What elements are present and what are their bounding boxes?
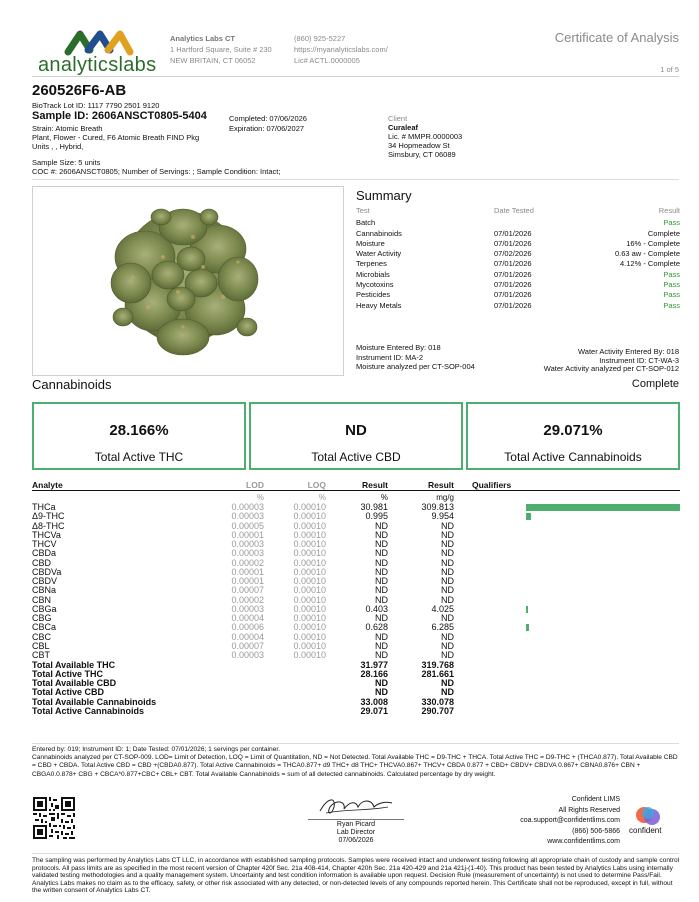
moisture-sop: Moisture analyzed per CT-SOP-004 [356,362,475,371]
total-row [32,707,680,716]
analyte-loq: 0.00010 [293,520,326,531]
analyte-result-mg: 4.025 [431,603,454,614]
analyte-lod: 0.00007 [231,640,264,651]
analyte-lod: 0.00003 [231,539,264,550]
total-result-mg: ND [441,687,454,698]
analyte-lod: 0.00001 [231,566,264,577]
analyte-loq: 0.00010 [293,557,326,568]
analyte-lod: 0.00003 [231,502,264,512]
expiration-date: Expiration: 07/06/2027 [229,124,305,133]
sample-id: Sample ID: 2606ANSCT0805-5404 [32,110,207,122]
analyte-loq: 0.00010 [293,511,326,522]
page-number: 1 of 5 [660,65,679,74]
analyte-result-pct: ND [375,539,388,550]
analyte-row [32,614,680,623]
analyte-lod: 0.00003 [231,650,264,661]
strain-info [32,124,199,151]
col-result-pct: Result [362,480,388,490]
summary-date [494,218,565,228]
signature-line [308,819,404,820]
analyte-result-pct: ND [375,650,388,661]
col-result-mg: Result [428,480,454,490]
summary-test: Microbials [356,269,390,279]
cannabis-flower-image [33,187,343,375]
analyte-name: CBN [32,594,52,605]
analyte-loq: 0.00010 [293,566,326,577]
analyte-name: Δ9-THC [32,511,65,522]
signer-block [300,819,412,845]
lot-id: BioTrack Lot ID: 1117 7790 2501 9120 [32,101,160,110]
analyte-name: THCV [32,539,57,550]
matrix: Plant, Flower - Cured, F6 Atomic Breath FIND Pkg [32,133,200,142]
unit-loq: % [318,493,326,502]
total-active-cbd-value: ND [345,422,367,439]
lims-rights: All Rights Reserved [558,806,620,814]
analyte-row [32,586,680,595]
total-active-cannabinoids-label: Total Active Cannabinoids [504,450,642,464]
analyte-lod: 0.00007 [231,585,264,596]
moisture-instrument: Instrument ID: MA-2 [356,352,424,362]
total-name: Total Active THC [32,668,104,679]
water-activity-info [544,348,679,374]
lab-website[interactable]: https://myanalyticslabs.com/ [294,45,388,54]
lab-name: Analytics Labs CT [170,34,236,43]
analyte-name: CBG [32,613,52,624]
analyte-result-mg: ND [441,631,454,642]
total-result-pct: 31.977 [360,659,388,670]
analyte-loq: 0.00010 [293,585,326,596]
summary-result: Pass [663,218,680,228]
legal-disclaimer: The sampling was performed by Analytics Labs CT LLC, in accordance with established sampling protocols. Samples were received intact and underwent testing following all appropriate chain of custody and sample control protocols. All pass limits are as specified in the most recent version of Chapter 420f Sec. 21a 408-414, Chapter 420h Sec. 21a 420-429 and 21a 421j-(1-40). This product has been tested by Analytics Labs using internally validated testing methodologies and a quality management system. Uncertainty and test condition information is available upon request. Decision Rule (measurement of uncertainty) is not used to determine Pass/Fail. Analytics Labs makes no claim as to the efficacy, safety, or other risk associated with any detected, or non-detected levels of any compounds reported herein. This Certificate shall not be reproduced, except in full, without the written consent of Analytics Labs CT. [32,857,680,895]
summary-result: 0.63 aw - Complete [614,249,680,259]
summary-date: 07/02/2026 [494,249,532,259]
summary-title: Summary [356,188,412,203]
analyte-result-pct: ND [375,594,388,605]
document-title: Certificate of Analysis [554,30,679,45]
unit-lod: % [256,493,264,502]
analyte-name: CBDa [32,548,57,559]
analyte-result-pct: 0.995 [365,511,388,522]
analyte-bar [526,504,680,511]
analyte-table [32,503,680,716]
client-name: Curaleaf [388,123,419,132]
summary-result: 16% - Complete [626,238,680,248]
analyte-result-pct: ND [375,529,388,540]
footer-divider [32,853,679,854]
total-row [32,670,680,679]
total-result-mg: 281.661 [421,668,454,679]
completed-date: Completed: 07/06/2026 [229,114,307,123]
analyte-result-mg: ND [441,557,454,568]
analyte-lod: 0.00006 [231,622,264,633]
analyte-row [32,633,680,642]
analyte-row [32,605,680,614]
analyte-name: CBL [32,640,50,651]
analyte-result-pct: ND [375,640,388,651]
total-active-thc-value: 28.166% [109,422,169,439]
analyte-name: CBT [32,650,50,661]
total-result-mg: 319.768 [421,659,454,670]
header-divider [32,76,679,77]
summary-date: 07/01/2026 [494,280,532,290]
total-active-thc-box [32,402,246,470]
analyte-lod: 0.00005 [231,520,264,531]
summary-test: Terpenes [356,259,387,269]
analyte-lod: 0.00003 [231,603,264,614]
cannabinoids-title: Cannabinoids [32,377,112,392]
col-loq: LOQ [307,480,326,490]
summary-test: Batch [356,218,376,228]
analyte-result-pct: ND [375,576,388,587]
analyte-row [32,651,680,660]
analyte-result-pct: 30.981 [360,502,388,512]
client-address1: 34 Hopmeadow St [388,141,450,150]
analyte-result-mg: ND [441,529,454,540]
col-analyte: Analyte [32,480,63,490]
lab-address-line1: 1 Hartford Square, Suite # 230 [170,45,272,54]
summary-col-date: Date Tested [494,206,534,215]
analyte-result-pct: ND [375,631,388,642]
analyte-result-mg: ND [441,585,454,596]
total-name: Total Active CBD [32,687,105,698]
analyte-loq: 0.00010 [293,548,326,559]
analyte-loq: 0.00010 [293,631,326,642]
analyte-result-mg: ND [441,594,454,605]
summary-col-result: Result [658,206,680,215]
analytics-labs-logo-mark [64,28,134,56]
notes-divider [32,743,679,744]
lab-contact [294,33,388,66]
batch-id: 260526F6-AB [32,82,127,99]
analyte-row [32,577,680,586]
analyte-lod: 0.00004 [231,613,264,624]
analyte-name: CBC [32,631,52,642]
analyte-row [32,522,680,531]
total-result-mg: 290.707 [421,705,454,716]
client-label: Client [388,114,408,123]
summary-test: Mycotoxins [356,280,394,290]
analyte-lod: 0.00003 [231,548,264,559]
lab-address-line2: NEW BRITAIN, CT 06052 [170,56,256,65]
analyte-row [32,512,680,521]
analyte-lod: 0.00002 [231,594,264,605]
total-active-cannabinoids-box [466,402,680,470]
summary-row [356,280,680,290]
summary-result: 4.12% - Complete [619,259,680,269]
summary-row [356,218,680,228]
lab-license: Lic# ACTL.0000005 [294,56,360,65]
total-result-pct: ND [375,687,388,698]
analyte-lod: 0.00001 [231,529,264,540]
summary-test: Water Activity [356,249,402,259]
analyte-result-mg: ND [441,520,454,531]
confident-logo-text: confident [629,826,662,835]
analyte-loq: 0.00010 [293,613,326,624]
analyte-result-pct: ND [375,520,388,531]
col-lod: LOD [246,480,264,490]
signer-name: Ryan Picard [336,821,376,828]
analyte-result-mg: 6.285 [431,622,454,633]
analyte-result-pct: ND [375,566,388,577]
notes-line2: Cannabinoids analyzed per CT-SOP-009. LOD= Limit of Detection, LOQ = Limit of Quantitation, ND = Not Detected. Total Available THC = D9-THC + THCA. Total Active THC = D9-THC + (THCA0.877). Total Available CBD = CBD + CBDA. Total Active CBD = CBD +(CBDA0.877). Total Active Cannabinoids = THCA0.877+ d9 THC+ d8 THC+ THCVA0.867+ THCV+ CBDA 0.877 + CBD+ CBDV+ CBDVA 0.867+ CBNA0.876+ CBN + CBGA0.0.878+ CBG + CBCA*0.877+CBC+ CBL+ CBT. Total Available Cannabinoids = sum of all detected cannabinoids. Calculated percentage by dry weight. [32,754,678,778]
confident-lims-info [480,795,620,848]
analyte-name: CBNa [32,585,57,596]
analyte-result-mg: 9.954 [431,511,454,522]
info-divider [32,179,679,180]
analyte-result-mg: ND [441,548,454,559]
summary-col-test: Test [356,206,370,215]
sample-details [32,158,280,176]
summary-test: Heavy Metals [356,300,402,310]
lims-phone: (866) 506-5866 [572,827,620,835]
method-notes [32,746,680,779]
analyte-row [32,596,680,605]
summary-result: Pass [663,280,680,290]
cannabinoids-status: Complete [631,378,679,390]
units: Units , , Hybrid, [32,142,84,151]
analyte-bar [526,624,529,631]
analyte-loq: 0.00010 [293,640,326,651]
summary-row [356,249,680,259]
analyte-result-mg: ND [441,640,454,651]
strain: Strain: Atomic Breath [32,124,103,133]
analyte-row [32,503,680,512]
wa-instrument: Instrument ID: CT-WA-3 [599,355,679,365]
analyte-row [32,623,680,632]
total-result-pct: 33.008 [360,696,388,707]
analyte-row [32,642,680,651]
analyte-row [32,568,680,577]
lims-email[interactable]: coa.support@confidentlims.com [520,817,620,824]
summary-result: Complete [647,228,680,238]
total-active-thc-label: Total Active THC [94,450,184,464]
client-address2: Simsbury, CT 06089 [388,150,456,159]
client-license: Lic. # MMPR.0000003 [388,132,463,141]
analyte-name: CBDVa [32,566,62,577]
total-active-cbd-label: Total Active CBD [311,450,401,464]
lab-info [170,33,272,66]
signer-title: Lab Director [336,829,376,836]
total-result-pct: 28.166 [360,668,388,679]
summary-row [356,290,680,300]
summary-test: Moisture [356,238,385,248]
analyte-result-pct: ND [375,548,388,559]
analyte-name: CBCa [32,622,57,633]
analyte-lod: 0.00003 [231,511,264,522]
analyte-result-pct: 0.628 [365,622,388,633]
qr-code-icon[interactable] [33,797,75,839]
summary-date: 07/01/2026 [494,228,532,238]
sample-size: Sample Size: 5 units [32,158,101,167]
total-name: Total Available CBD [32,678,117,689]
summary-date: 07/01/2026 [494,259,532,269]
analyte-loq: 0.00010 [293,576,326,587]
analyte-name: Δ8-THC [32,520,65,531]
total-name: Total Available Cannabinoids [32,696,157,707]
analyte-loq: 0.00010 [293,502,326,512]
summary-row [356,270,680,280]
signed-date: 07/06/2026 [338,837,374,844]
analyte-lod: 0.00001 [231,576,264,587]
analyte-loq: 0.00010 [293,650,326,661]
summary-table [356,206,680,311]
summary-date: 07/01/2026 [494,290,532,300]
analyte-table-header [32,480,680,491]
summary-row [356,229,680,239]
summary-result: Pass [663,269,680,279]
analyte-result-mg: ND [441,566,454,577]
summary-date: 07/01/2026 [494,300,532,310]
col-qualifiers: Qualifiers [472,480,512,490]
analyte-lod: 0.00002 [231,557,264,568]
total-row [32,661,680,670]
analyte-row [32,540,680,549]
analyte-result-mg: ND [441,576,454,587]
client-info [388,114,462,159]
analyte-name: CBDV [32,576,58,587]
total-result-mg: 330.078 [421,696,454,707]
summary-row [356,301,680,311]
summary-date: 07/01/2026 [494,238,532,248]
analyte-name: THCa [32,502,56,512]
analyte-loq: 0.00010 [293,603,326,614]
total-result-pct: ND [375,678,388,689]
lims-website[interactable]: www.confidentlims.com [547,838,620,845]
moisture-info [356,343,475,372]
analyte-loq: 0.00010 [293,539,326,550]
summary-row [356,239,680,249]
total-result-mg: ND [441,678,454,689]
analyte-result-mg: ND [441,613,454,624]
lab-phone: (860) 925-5227 [294,34,346,43]
summary-test: Pesticides [356,290,391,300]
total-name: Total Active Cannabinoids [32,705,145,716]
notes-line1: Entered by: 019; Instrument ID: 1; Date Tested: 07/01/2026; 1 servings per container. [32,746,281,753]
analyte-bar [526,606,528,613]
analyte-name: CBD [32,557,52,568]
analyte-lod: 0.00004 [231,631,264,642]
analyte-result-mg: 309.813 [421,502,454,512]
total-result-pct: 29.071 [360,705,388,716]
coc-line: COC #: 2606ANSCT0805; Number of Servings: ; Sample Condition: Intact; [32,167,281,176]
analyte-units-row [32,493,680,502]
analyte-result-mg: ND [441,650,454,661]
wa-sop: Water Activity analyzed per CT-SOP-012 [543,364,679,373]
director-signature [316,793,396,819]
total-name: Total Available THC [32,659,116,670]
analyte-result-pct: ND [375,613,388,624]
summary-test: Cannabinoids [356,228,402,238]
analyte-loq: 0.00010 [293,529,326,540]
wa-entered-by: Water Activity Entered By: 018 [577,347,679,356]
summary-date: 07/01/2026 [494,269,532,279]
summary-row [356,259,680,269]
moisture-entered-by: Moisture Entered By: 018 [356,343,441,352]
analyte-name: CBGa [32,603,57,614]
confident-logo-icon [630,805,666,841]
analyte-row [32,559,680,568]
sample-dates [229,114,307,134]
analyte-result-pct: 0.403 [365,603,388,614]
analyte-result-mg: ND [441,539,454,550]
analyte-row [32,531,680,540]
total-active-cbd-box [249,402,463,470]
unit-result-pct: % [380,493,388,502]
analyte-loq: 0.00010 [293,594,326,605]
analyte-row [32,549,680,558]
logo-wordmark: analyticslabs [38,54,157,76]
analyte-loq: 0.00010 [293,622,326,633]
sample-photo [32,186,344,376]
analyte-result-pct: ND [375,585,388,596]
summary-result: Pass [663,290,680,300]
analyte-bar [526,513,531,520]
total-active-cannabinoids-value: 29.071% [543,422,603,439]
analyte-result-pct: ND [375,557,388,568]
unit-result-mg: mg/g [436,493,454,502]
analyte-name: THCVa [32,529,61,540]
summary-result: Pass [663,300,680,310]
total-row [32,679,680,688]
lims-name: Confident LIMS [571,796,620,803]
summary-header-row [356,206,680,218]
